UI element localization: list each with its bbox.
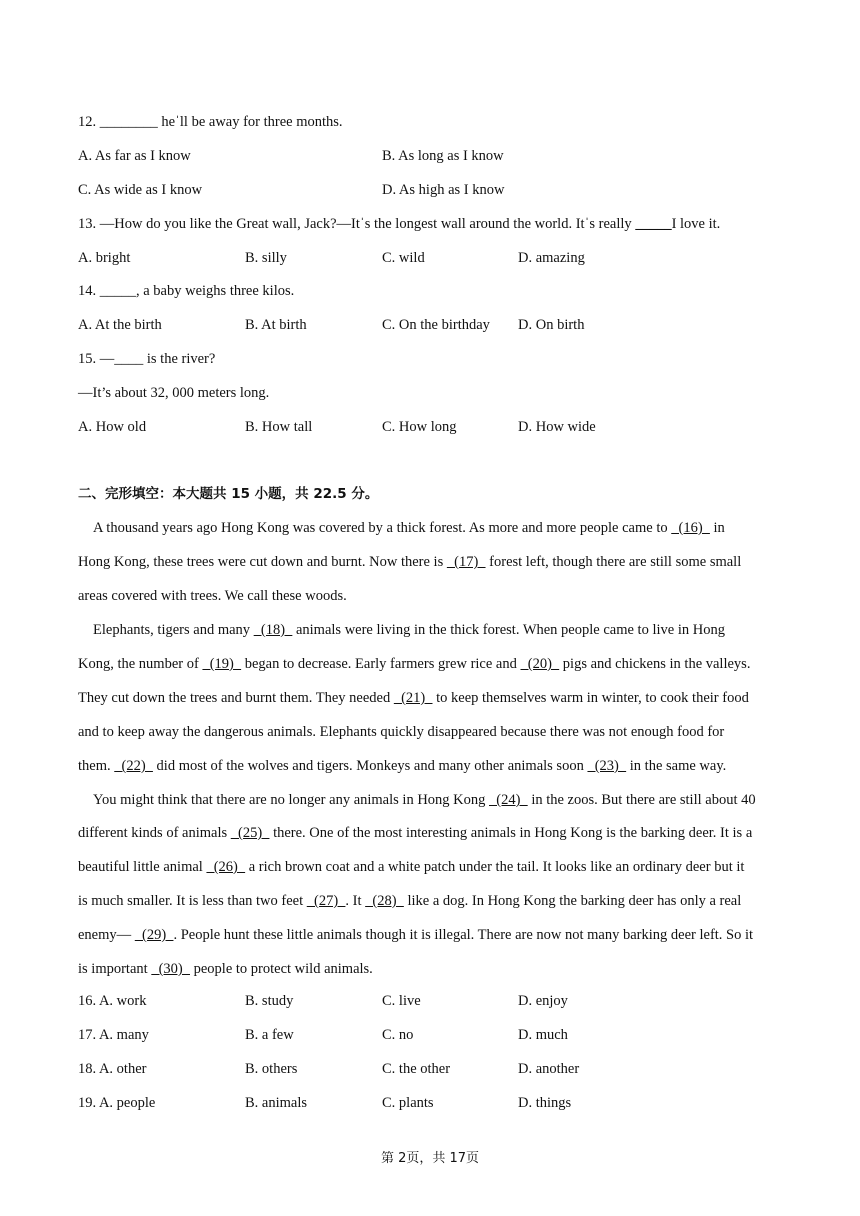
- passage-text: did most of the wolves and tigers. Monkeys and many other animals soon: [152, 758, 588, 774]
- q13-option-d: D. amazing: [518, 250, 585, 266]
- q15-option-d: D. How wide: [518, 419, 596, 435]
- passage-text: began to decrease. Early farmers grew rice and: [241, 656, 521, 672]
- passage-line: [78, 756, 726, 776]
- passage-line: [78, 688, 749, 708]
- q15-option-b: B. How tall: [245, 419, 313, 435]
- q14-option-d: D. On birth: [518, 317, 585, 333]
- passage-text: They cut down the trees and burnt them. They needed: [78, 690, 394, 706]
- cloze-blank: (23): [587, 758, 627, 774]
- passage-text: areas covered with trees. We call these woods.: [78, 588, 347, 604]
- cloze-blank: (25): [230, 825, 270, 841]
- passage-line: [78, 959, 373, 979]
- passage-text: in the same way.: [626, 758, 727, 774]
- passage-line: [78, 586, 347, 606]
- passage-text: in: [709, 520, 725, 536]
- passage-text: Elephants, tigers and many: [93, 622, 254, 638]
- cloze-option: 17. A. many: [78, 1027, 149, 1043]
- q13-stem-text: 13. —How do you like the Great wall, Jack?—Itˈs the longest wall around the world. Itˈs really: [78, 216, 636, 232]
- cloze-blank: (19): [202, 656, 242, 672]
- cloze-blank: (29): [134, 927, 174, 943]
- cloze-option: C. no: [382, 1027, 414, 1043]
- passage-line: [78, 722, 724, 742]
- question-13-stem: [78, 214, 720, 234]
- passage-text: forest left, though there are still some small: [485, 554, 742, 570]
- passage-text: people to protect wild animals.: [189, 961, 373, 977]
- q14-option-a: A. At the birth: [78, 317, 162, 333]
- passage-text: them.: [78, 758, 115, 774]
- cloze-option: D. another: [518, 1061, 580, 1077]
- question-14-stem: 14. _____, a baby weighs three kilos.: [78, 283, 295, 299]
- q12-option-c: C. As wide as I know: [78, 182, 203, 198]
- cloze-blank: (16): [671, 520, 710, 536]
- cloze-option: D. enjoy: [518, 993, 568, 1009]
- passage-line: [78, 925, 753, 945]
- cloze-blank: (28): [365, 893, 404, 909]
- passage-text: like a dog. In Hong Kong the barking deer has only a real: [403, 893, 742, 909]
- cloze-option: 19. A. people: [78, 1095, 156, 1111]
- q13-option-b: B. silly: [245, 250, 287, 266]
- cloze-blank: (21): [393, 690, 433, 706]
- q13-option-c: C. wild: [382, 250, 425, 266]
- cloze-option: C. plants: [382, 1095, 434, 1111]
- passage-text: animals were living in the thick forest. When people came to live in Hong: [292, 622, 725, 638]
- cloze-blank: (17): [446, 554, 486, 570]
- cloze-blank: (27): [306, 893, 346, 909]
- cloze-option: B. study: [245, 993, 294, 1009]
- passage-text: beautiful little animal: [78, 859, 207, 875]
- passage-line: [78, 891, 741, 911]
- cloze-option: 18. A. other: [78, 1061, 147, 1077]
- question-15-answer-line: —It’s about 32, 000 meters long.: [78, 385, 270, 401]
- cloze-option: C. live: [382, 993, 421, 1009]
- passage-text: . People hunt these little animals though it is illegal. There are now not many barking deer left. So it: [173, 927, 754, 943]
- passage-line: [93, 518, 725, 538]
- q15-option-c: C. How long: [382, 419, 457, 435]
- cloze-blank: (30): [151, 961, 190, 977]
- cloze-blank: (24): [489, 792, 528, 808]
- passage-text: You might think that there are no longer any animals in Hong Kong: [93, 792, 490, 808]
- q12-option-d: D. As high as I know: [382, 182, 505, 198]
- passage-text: in the zoos. But there are still about 40: [527, 792, 756, 808]
- passage-text: . It: [345, 893, 366, 909]
- q13-blank: _____: [635, 216, 672, 232]
- cloze-option: D. much: [518, 1027, 568, 1043]
- passage-text: different kinds of animals: [78, 825, 231, 841]
- passage-line: [78, 552, 741, 572]
- passage-text: Kong, the number of: [78, 656, 203, 672]
- passage-line: [93, 620, 725, 640]
- cloze-blank: (18): [253, 622, 293, 638]
- passage-text: a rich brown coat and a white patch under the tail. It looks like an ordinary deer but it: [245, 859, 745, 875]
- passage-text: is much smaller. It is less than two feet: [78, 893, 307, 909]
- section-2-heading: 二、完形填空：本大题共 15 小题，共 22.5 分。: [78, 486, 379, 502]
- cloze-option: B. a few: [245, 1027, 294, 1043]
- q15-option-a: A. How old: [78, 419, 147, 435]
- q13-option-a: A. bright: [78, 250, 131, 266]
- passage-line: [78, 654, 750, 674]
- page-footer: 第 2页，共 17页: [380, 1151, 480, 1166]
- passage-text: enemy—: [78, 927, 135, 943]
- passage-line: [78, 823, 752, 843]
- q12-option-b: B. As long as I know: [382, 148, 504, 164]
- q14-option-c: C. On the birthday: [382, 317, 490, 333]
- passage-text: Hong Kong, these trees were cut down and burnt. Now there is: [78, 554, 447, 570]
- passage-line: [78, 857, 744, 877]
- passage-text: to keep themselves warm in winter, to cook their food: [432, 690, 749, 706]
- question-15-stem: 15. —____ is the river?: [78, 351, 216, 367]
- passage-text: is important: [78, 961, 152, 977]
- cloze-blank: (20): [520, 656, 560, 672]
- passage-line: [93, 790, 756, 810]
- passage-text: A thousand years ago Hong Kong was covered by a thick forest. As more and more people came to: [93, 520, 672, 536]
- cloze-option: D. things: [518, 1095, 572, 1111]
- passage-text: and to keep away the dangerous animals. Elephants quickly disappeared because there was not enough food for: [78, 724, 725, 740]
- cloze-option: B. animals: [245, 1095, 308, 1111]
- q12-option-a: A. As far as I know: [78, 148, 191, 164]
- cloze-option: 16. A. work: [78, 993, 147, 1009]
- passage-text: pigs and chickens in the valleys.: [559, 656, 751, 672]
- cloze-blank: (22): [114, 758, 153, 774]
- q13-stem-end: I love it.: [671, 216, 721, 232]
- cloze-option: C. the other: [382, 1061, 451, 1077]
- cloze-blank: (26): [206, 859, 246, 875]
- q14-option-b: B. At birth: [245, 317, 307, 333]
- cloze-option: B. others: [245, 1061, 298, 1077]
- passage-text: there. One of the most interesting animals in Hong Kong is the barking deer. It is a: [269, 825, 753, 841]
- question-12-stem: 12. ________ heˈll be away for three months.: [78, 114, 343, 130]
